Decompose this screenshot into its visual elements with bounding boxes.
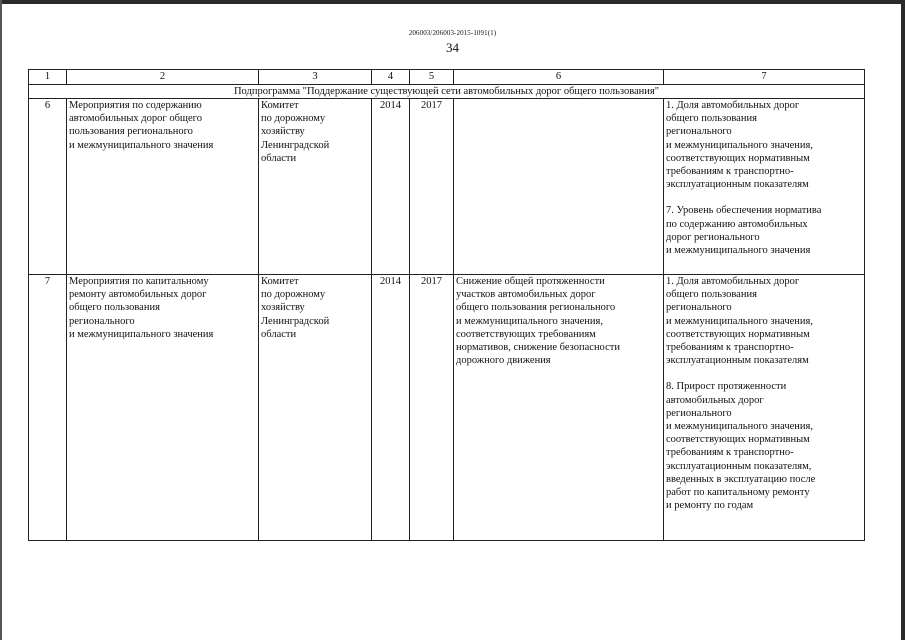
text-line: Комитет [261, 276, 299, 287]
text-line: Мероприятия по капитальному [69, 276, 209, 287]
column-header: 1 [29, 70, 67, 85]
end-year: 2017 [410, 99, 454, 275]
text-line: и межмуниципального значения, [666, 421, 814, 433]
table-row [29, 275, 865, 541]
text-line: соответствующих требованиям [456, 328, 596, 340]
text-line: Мероприятия по содержанию [69, 100, 202, 111]
text-line: участков автомобильных дорог [456, 289, 596, 301]
start-year: 2014 [372, 275, 410, 541]
indicator-cell [664, 99, 865, 275]
text-line: нормативов, снижение безопасности [456, 342, 620, 354]
text-line: автомобильных дорог [666, 394, 764, 406]
text-line: соответствующих нормативным [666, 152, 810, 164]
text-line: работ по капитальному ремонту [666, 487, 810, 499]
text-line: Ленинградской [261, 139, 330, 151]
text-line: регионального [666, 407, 732, 419]
text-line: эксплуатационным показателям [666, 179, 809, 191]
text-line: дорожного движения [456, 355, 551, 367]
executor-cell [259, 275, 372, 541]
activity-cell [67, 99, 259, 275]
end-year: 2017 [410, 275, 454, 541]
text-line: области [261, 152, 297, 164]
scan-edge-top [0, 0, 905, 4]
text-line: и межмуниципального значения [69, 328, 214, 340]
text-line: хозяйству [261, 302, 305, 314]
text-line: Комитет [261, 100, 299, 111]
text-line: по содержанию автомобильных [666, 218, 808, 230]
text-line: 1. Доля автомобильных дорог [666, 100, 800, 111]
text-line: эксплуатационным показателям, [666, 460, 812, 472]
result-cell [454, 99, 664, 275]
text-line: и межмуниципального значения, [666, 139, 814, 151]
text-line: требованиям к транспортно- [666, 447, 794, 459]
text-line: дорог регионального [666, 231, 760, 243]
column-header: 2 [67, 70, 259, 85]
text-line: области [261, 328, 297, 340]
text-line: общего пользования [69, 302, 160, 314]
start-year: 2014 [372, 99, 410, 275]
text-line: и межмуниципального значения, [456, 315, 604, 327]
text-line: и межмуниципального значения, [666, 315, 814, 327]
program-table [28, 69, 865, 541]
table-row [29, 99, 865, 275]
text-line: регионального [666, 302, 732, 314]
result-cell [454, 275, 664, 541]
scan-edge-left [0, 0, 2, 640]
text-line: 1. Доля автомобильных дорог [666, 276, 800, 287]
column-header: 5 [410, 70, 454, 85]
text-line: автомобильных дорог общего [69, 113, 202, 125]
text-line: регионального [69, 315, 135, 327]
text-line: введенных в эксплуатацию после [666, 473, 816, 485]
text-line: Ленинградской [261, 315, 330, 327]
column-header: 6 [454, 70, 664, 85]
text-line: общего пользования регионального [456, 302, 616, 314]
row-number: 6 [29, 99, 67, 275]
text-line: по дорожному [261, 113, 326, 125]
text-line: требованиям к транспортно- [666, 166, 794, 178]
text-line: 7. Уровень обеспечения норматива [666, 205, 822, 217]
column-number-row [29, 70, 865, 85]
text-line: общего пользования [666, 289, 757, 301]
text-line: эксплуатационным показателям [666, 355, 809, 367]
text-line: и межмуниципального значения [69, 139, 214, 151]
text-line: Снижение общей протяженности [456, 276, 605, 287]
scan-edge-right [901, 0, 905, 640]
text-line: требованиям к транспортно- [666, 342, 794, 354]
column-header: 3 [259, 70, 372, 85]
indicator-cell [664, 275, 865, 541]
text-line: соответствующих нормативным [666, 434, 810, 446]
text-line: и межмуниципального значения [666, 245, 811, 257]
text-line: регионального [666, 126, 732, 138]
text-line: общего пользования [666, 113, 757, 125]
paragraph-gap [666, 191, 862, 204]
document-id: 206003/206003-2015-1091(1) [408, 29, 497, 37]
column-header: 4 [372, 70, 410, 85]
text-line: по дорожному [261, 289, 326, 301]
subprogram-title: Подпрограмма "Поддержание существующей сети автомобильных дорог общего пользования" [29, 85, 865, 99]
column-header: 7 [664, 70, 865, 85]
paragraph-gap [666, 367, 862, 380]
text-line: 8. Прирост протяженности [666, 381, 787, 393]
text-line: пользования регионального [69, 126, 193, 138]
text-line: соответствующих нормативным [666, 328, 810, 340]
row-number: 7 [29, 275, 67, 541]
page-number: 34 [446, 40, 459, 55]
text-line: ремонту автомобильных дорог [69, 289, 207, 301]
activity-cell [67, 275, 259, 541]
executor-cell [259, 99, 372, 275]
text-line: хозяйству [261, 126, 305, 138]
text-line: и ремонту по годам [666, 500, 754, 512]
subprogram-row [29, 85, 865, 99]
